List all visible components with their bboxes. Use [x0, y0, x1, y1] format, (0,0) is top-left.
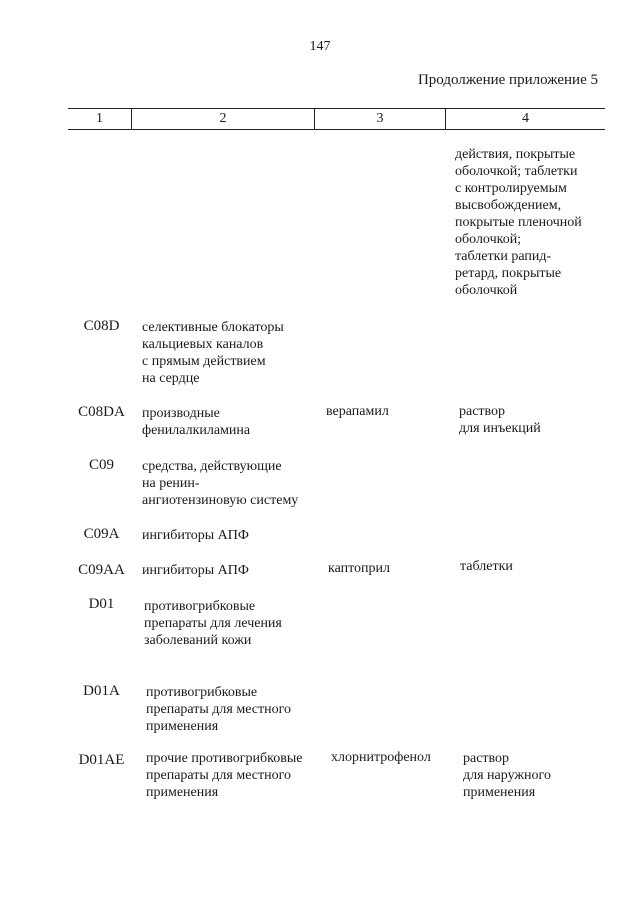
text-line: раствор: [463, 751, 510, 766]
substance-name: [326, 403, 456, 420]
text-line: каптоприл: [328, 561, 391, 576]
text-line: средства, действующие: [142, 459, 282, 474]
atc-group-name: [146, 684, 336, 735]
text-line: действия, покрытые: [455, 147, 576, 162]
text-line: для наружного: [463, 768, 551, 783]
text-line: на ренин-: [142, 476, 200, 491]
continuation-caption: Продолжение приложение 5: [417, 72, 598, 88]
atc-code: D01: [88, 596, 115, 612]
text-line: препараты для лечения: [144, 616, 282, 631]
atc-code: C08DA: [78, 404, 125, 420]
text-line: таблетки: [460, 559, 513, 574]
dosage-form: [460, 558, 610, 575]
text-line: селективные блокаторы: [142, 320, 284, 335]
text-line: покрытые пленочной: [455, 215, 582, 230]
text-line: прочие противогрибковые: [146, 751, 303, 766]
column-header-4: 4: [522, 111, 529, 126]
text-line: противогрибковые: [146, 685, 258, 700]
text-line: применения: [463, 785, 536, 800]
atc-code: C09: [88, 457, 114, 473]
text-line: хлорнитрофенол: [331, 750, 431, 765]
text-line: фенилалкиламина: [142, 423, 251, 438]
text-line: с прямым действием: [142, 354, 266, 369]
text-line: ретард, покрытые: [455, 266, 562, 281]
atc-group-name: [144, 598, 334, 649]
column-header-2: 2: [219, 111, 227, 126]
text-line: ингибиторы АПФ: [142, 528, 249, 543]
text-line: производные: [142, 406, 220, 421]
atc-group-name: [142, 405, 332, 439]
text-line: заболеваний кожи: [144, 633, 252, 648]
page-number: 147: [309, 39, 331, 54]
text-line: препараты для местного: [146, 768, 291, 783]
text-line: верапамил: [326, 404, 389, 419]
atc-code: D01A: [83, 683, 120, 699]
text-line: оболочкой; таблетки: [455, 164, 578, 179]
atc-group-name: [142, 458, 332, 509]
text-line: противогрибковые: [144, 599, 256, 614]
text-line: для инъекций: [459, 421, 541, 436]
atc-group-name: [146, 750, 336, 801]
dosage-form: [463, 750, 613, 801]
dosage-form: [459, 403, 609, 437]
atc-code: C09A: [83, 526, 120, 542]
text-line: оболочкой: [455, 283, 518, 298]
text-line: ангиотензиновую систему: [142, 493, 299, 508]
column-header-1: 1: [96, 111, 103, 126]
text-line: ингибиторы АПФ: [142, 563, 249, 578]
text-line: кальциевых каналов: [142, 337, 264, 352]
text-line: таблетки рапид-: [455, 249, 552, 264]
text-line: применения: [146, 719, 219, 734]
column-header-3: 3: [376, 111, 384, 126]
text-line: на сердце: [142, 371, 200, 386]
atc-group-name: [142, 527, 332, 544]
text-line: препараты для местного: [146, 702, 291, 717]
atc-code: C09AA: [78, 562, 125, 578]
table-header: [68, 108, 605, 130]
carryover-dosage-form: [455, 146, 605, 299]
substance-name: [331, 749, 461, 766]
atc-code: C08D: [83, 318, 120, 334]
text-line: высвобождением,: [455, 198, 562, 213]
atc-group-name: [142, 319, 332, 387]
text-line: раствор: [459, 404, 506, 419]
atc-code: D01AE: [78, 752, 125, 768]
text-line: оболочкой;: [455, 232, 522, 247]
atc-group-name: [142, 562, 332, 579]
substance-name: [328, 560, 458, 577]
text-line: применения: [146, 785, 219, 800]
text-line: с контролируемым: [455, 181, 567, 196]
